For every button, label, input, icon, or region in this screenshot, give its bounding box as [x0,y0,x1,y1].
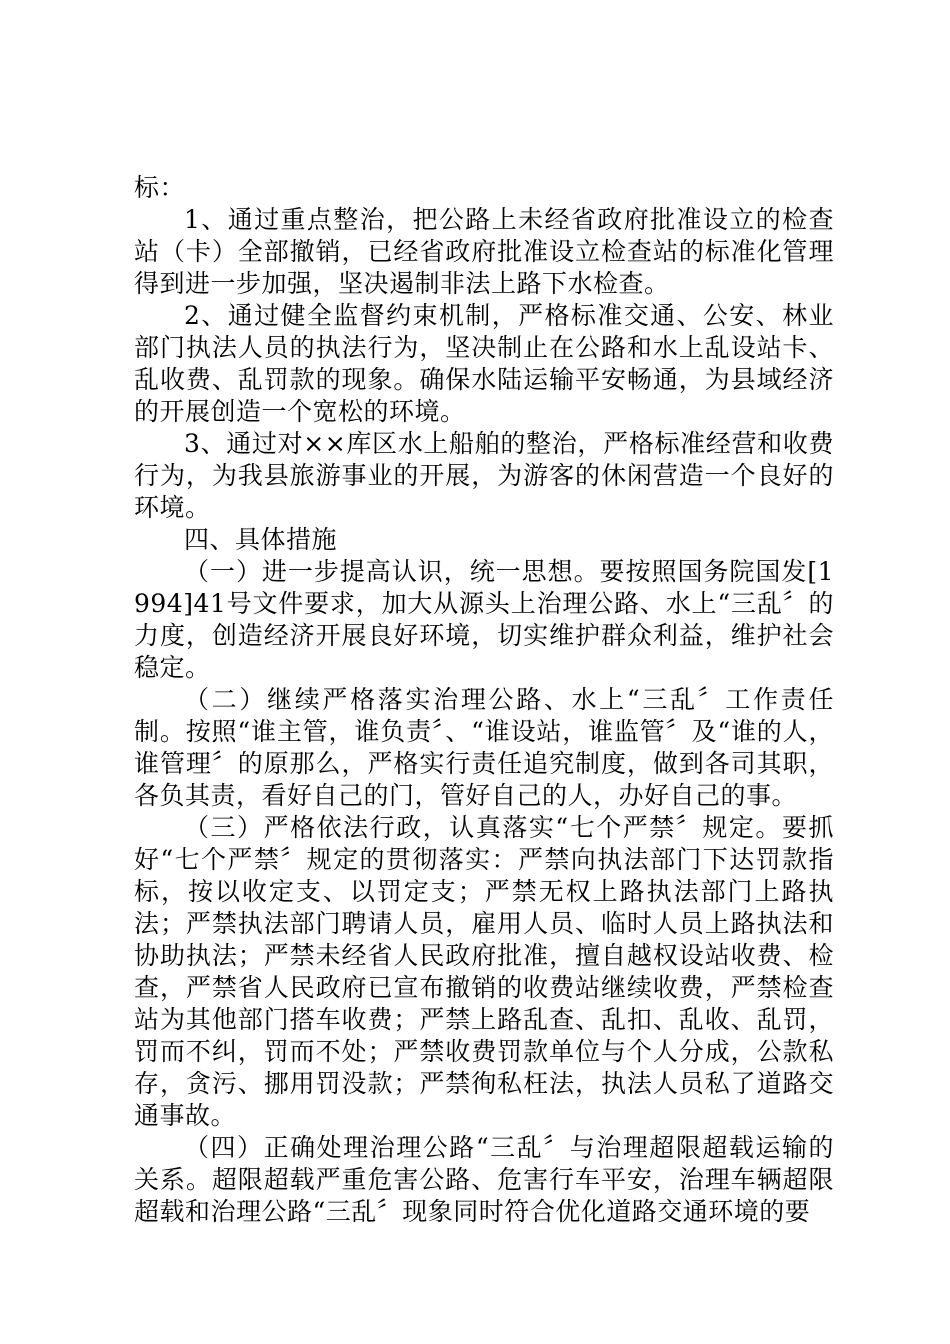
paragraph-goal-3: 3、通过对××库区水上船舶的整治，严格标准经营和收费行为，为我县旅游事业的开展，为游客的休闲营造一个良好的环境。 [134,429,834,522]
paragraph-measure-3: （三）严格依法行政，认真落实“七个严禁〞规定。要抓好“七个严禁〞规定的贯彻落实：严禁向执法部门下达罚款指标，按以收定支、以罚定支；严禁无权上路执法部门上路执法；严禁执法部门聘请人员，雇用人员、临时人员上路执法和协助执法；严禁未经省人民政府批准，擅自越权设站收费、检查，严禁省人民政府已宣布撤销的收费站继续收费，严禁检查站为其他部门搭车收费；严禁上路乱查、乱扣、乱收、乱罚，罚而不纠，罚而不处；严禁收费罚款单位与个人分成，公款私存，贪污、挪用罚没款；严禁徇私枉法，执法人员私了道路交通事故。 [134,813,834,1130]
paragraph-continuation: 标： [134,173,186,202]
paragraph-measure-2: （二）继续严格落实治理公路、水上“三乱〞工作责任制。按照“谁主管，谁负责〞、“谁设站，谁监管〞及“谁的人，谁管理〞的原那么，严格实行责任追究制度，做到各司其职，各负其责，看好自己的门，管好自己的人，办好自己的事。 [134,685,834,810]
paragraph-measure-1: （一）进一步提高认识，统一思想。要按照国务院国发[1994]41号文件要求，加大从源头上治理公路、水上“三乱〞的力度，创造经济开展良好环境，切实维护群众利益，维护社会稳定。 [134,557,834,682]
document-body [134,172,834,1228]
paragraph-measure-4: （四）正确处理治理公路“三乱〞与治理超限超载运输的关系。超限超载严重危害公路、危害行车平安，治理车辆超限超载和治理公路“三乱〞现象同时符合优化道路交通环境的要 [134,1133,834,1226]
paragraph-goal-1: 1、通过重点整治，把公路上未经省政府批准设立的检查站（卡）全部撤销，已经省政府批准设立检查站的标准化管理得到进一步加强，坚决遏制非法上路下水检查。 [134,205,834,298]
section-heading-measures: 四、具体措施 [184,525,338,554]
paragraph-goal-2: 2、通过健全监督约束机制，严格标准交通、公安、林业部门执法人员的执法行为，坚决制止在公路和水上乱设站卡、乱收费、乱罚款的现象。确保水陆运输平安畅通，为县域经济的开展创造一个宽松的环境。 [134,301,834,426]
